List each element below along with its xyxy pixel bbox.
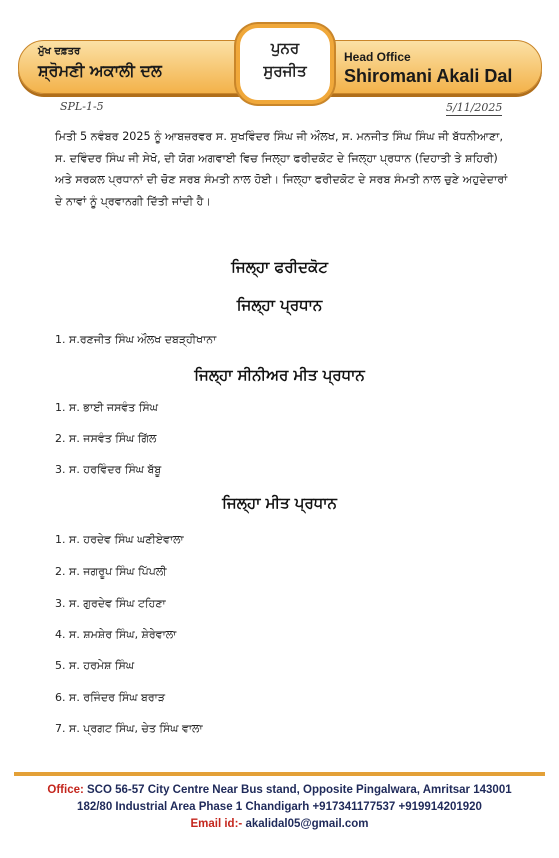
- footer-email-line: [0, 818, 559, 830]
- list-item: 7. ਸ. ਪ੍ਰਗਟ ਸਿੰਘ, ਚੇਤ ਸਿੰਘ ਵਾਲਾ: [55, 722, 203, 735]
- office-label: Office:: [47, 784, 84, 796]
- email-label: Email id:-: [190, 818, 243, 830]
- section-title-district-president: ਜਿਲ੍ਹਾ ਪ੍ਰਧਾਨ: [236, 296, 323, 314]
- list-item: 1. ਸ. ਭਾਈ ਜਸਵੰਤ ਸਿੰਘ: [55, 401, 158, 414]
- footer-chandigarh-line: 182/80 Industrial Area Phase 1 Chandigarh +917341177537 +919914201920: [77, 801, 482, 813]
- district-title: ਜਿਲ੍ਹਾ ਫਰੀਦਕੋਟ: [231, 258, 328, 276]
- list-item: 1. ਸ. ਹਰਦੇਵ ਸਿੰਘ ਘਣੀਏਵਾਲਾ: [55, 533, 184, 546]
- footer-rule: [14, 772, 545, 776]
- head-office-label-punjabi: ਮੁੱਖ ਦਫ਼ਤਰ: [38, 46, 81, 57]
- footer-office-line: [0, 784, 559, 796]
- letterhead-left: [38, 46, 162, 81]
- logo-line-2: ਸੁਰਜੀਤ: [263, 62, 307, 80]
- email-address: akalidal05@gmail.com: [245, 818, 369, 830]
- party-logo: [236, 24, 334, 104]
- party-name-punjabi: ਸ਼੍ਰੋਮਣੀ ਅਕਾਲੀ ਦਲ: [38, 61, 162, 80]
- office-address: SCO 56-57 City Centre Near Bus stand, Opposite Pingalwara, Amritsar 143001: [87, 784, 512, 796]
- party-name: Shiromani Akali Dal: [344, 66, 513, 86]
- list-item: 5. ਸ. ਹਰਮੇਸ਼ ਸਿੰਘ: [55, 659, 134, 672]
- section-title-senior-vice-president: ਜਿਲ੍ਹਾ ਸੀਨੀਅਰ ਮੀਤ ਪ੍ਰਧਾਨ: [194, 366, 365, 384]
- list-item: 3. ਸ. ਹਰਵਿੰਦਰ ਸਿੰਘ ਬੱਬੂ: [55, 463, 162, 476]
- list-item: 3. ਸ. ਗੁਰਦੇਵ ਸਿੰਘ ਟਹਿਣਾ: [55, 597, 166, 610]
- list-item: 4. ਸ. ਸ਼ਮਸ਼ੇਰ ਸਿੰਘ, ਸ਼ੇਰੇਵਾਲਾ: [55, 628, 177, 641]
- list-item: 2. ਸ. ਜਸਵੰਤ ਸਿੰਘ ਗਿੱਲ: [55, 432, 157, 445]
- list-item: 6. ਸ. ਰਜਿੰਦਰ ਸਿੰਘ ਬਰਾੜ: [55, 691, 166, 704]
- intro-paragraph: ਮਿਤੀ 5 ਨਵੰਬਰ 2025 ਨੂੰ ਆਬਜ਼ਰਵਰ ਸ. ਸੁਖਵਿੰਦਰ ਸਿੰਘ ਜੀ ਔਲਖ, ਸ. ਮਨਜੀਤ ਸਿੰਘ ਸਿੰਘ ਜੀ ਬੱਧਨੀਆਣਾ, ਸ. ਦਵਿੰਦਰ ਸਿੰਘ ਜੀ ਸੇਖੋ, ਦੀ ਯੋਗ ਅਗਵਾਈ ਵਿਚ ਜਿਲ੍ਹਾ ਫਰੀਦਕੋਟ ਦੇ ਜਿਲ੍ਹਾ ਪ੍ਰਧਾਨ (ਦਿਹਾਤੀ ਤੇ ਸ਼ਹਿਰੀ) ਅਤੇ ਸਰਕਲ ਪ੍ਰਧਾਨਾਂ ਦੀ ਚੋਣ ਸਰਬ ਸੰਮਤੀ ਨਾਲ ਹੋਈ। ਜਿਲ੍ਹਾ ਫਰੀਦਕੋਟ ਦੇ ਸਰਬ ਸੰਮਤੀ ਨਾਲ ਚੁਣੇ ਅਹੁਦੇਦਾਰਾਂ ਦੇ ਨਾਵਾਂ ਨੂੰ ਪ੍ਰਵਾਨਗੀ ਦਿੱਤੀ ਜਾਂਦੀ ਹੈ।: [55, 130, 508, 208]
- logo-line-1: ਪੁਨਰ: [270, 39, 300, 57]
- list-item: 2. ਸ. ਜਗਰੂਪ ਸਿੰਘ ਪਿੱਪਲੀ: [55, 565, 167, 578]
- list-item: 1. ਸ.ਰਣਜੀਤ ਸਿੰਘ ਔਲਖ ਦਬੜ੍ਹੀਖਾਨਾ: [55, 333, 217, 346]
- head-office-label: Head Office: [344, 50, 411, 64]
- section-title-vice-president: ਜਿਲ੍ਹਾ ਮੀਤ ਪ੍ਰਧਾਨ: [222, 494, 337, 512]
- letterhead-right: [344, 50, 512, 87]
- handwritten-date: 5/11/2025: [446, 101, 503, 114]
- handwritten-reference: SPL-1-5: [60, 100, 104, 113]
